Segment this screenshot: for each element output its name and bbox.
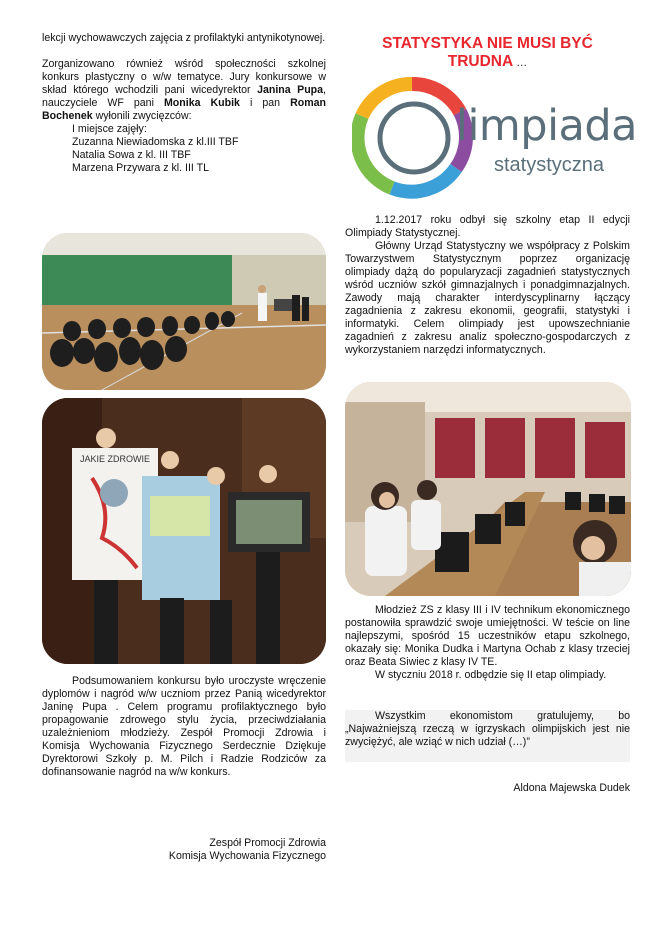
signature-line-1: Zespół Promocji Zdrowia bbox=[209, 837, 326, 849]
logo-wordmark: limpiada bbox=[456, 101, 638, 151]
winner-1: Zuzanna Niewiadomska z kl.III TBF bbox=[72, 136, 239, 148]
computer-lab-photo bbox=[345, 382, 631, 596]
winner-3: Marzena Przywara z kl. III TL bbox=[72, 162, 209, 174]
headline-line-2 bbox=[345, 53, 630, 72]
olympiad-paragraph-2: Główny Urząd Statystyczny we współpracy z Polskim Towarzystwem Statystycznym poprzez organizację olimpiady dążą do popularyzacji zagadnień statystycznych wśród uczniów szkół gimnazjalnych i ponadgimnazjalnych. Zawody mają charakter interdyscyplinarny łączący zagadnienia z zakresu ekonomii, geografii, statystyki i informatyki. Celem olimpiady jest upowszechnianie zagadnień z zakresu analiz społeczno-gospodarczych z wykorzystaniem narzędzi informatycznych. bbox=[345, 240, 630, 356]
headline-line-1: STATYSTYKA NIE MUSI BYĆ bbox=[382, 35, 593, 52]
contest-paragraph bbox=[42, 58, 326, 123]
gym-photo-illustration bbox=[42, 233, 326, 390]
intro-paragraph: lekcji wychowawczych zajęcia z profilaktyki antynikotynowej. bbox=[42, 32, 326, 44]
olympiad-text bbox=[345, 214, 630, 357]
results-text bbox=[345, 604, 630, 682]
logo-subtitle: statystyczna bbox=[494, 154, 605, 176]
summary-block bbox=[42, 675, 326, 779]
poster-text: JAKIE ZDROWIE bbox=[80, 454, 151, 464]
congrats-box bbox=[345, 710, 630, 762]
author-line bbox=[345, 782, 630, 795]
headline bbox=[345, 35, 630, 72]
jury-name-2: Monika Kubik bbox=[163, 97, 240, 109]
results-paragraph: Młodzież ZS z klasy III i IV technikum ekonomicznego postanowiła sprawdzić swoje umiejętności. W teście on line najlepszymi, spośród 15 uczestników etapu szkolnego, okazały się: Monika Dudka i Martyna Ochab z klasy trzeciej oraz Beata Siwiec z klasy IV TE. bbox=[345, 604, 630, 668]
left-column bbox=[42, 32, 326, 175]
jury-name-3: Roman Bochenek bbox=[42, 97, 327, 122]
signature-line-2: Komisja Wychowania Fizycznego bbox=[168, 850, 326, 862]
winner-2: Natalia Sowa z kl. III TBF bbox=[72, 149, 191, 161]
next-stage-paragraph: W styczniu 2018 r. odbędzie się II etap olimpiady. bbox=[375, 669, 607, 681]
contest-text-2: , nauczyciele WF pani bbox=[42, 84, 326, 109]
contest-text-3: i pan bbox=[239, 97, 291, 109]
jury-name-1: Janina Pupa bbox=[257, 84, 324, 96]
computer-lab-illustration bbox=[345, 382, 631, 596]
olimpiada-logo bbox=[352, 76, 638, 202]
contest-text-4: wyłonili zwycięzców: bbox=[92, 110, 192, 122]
headline-word: TRUDNA bbox=[447, 53, 514, 70]
place-label: I miejsce zajęły: bbox=[72, 123, 147, 135]
gym-photo bbox=[42, 233, 326, 390]
award-photo-illustration bbox=[42, 398, 326, 664]
congrats-paragraph: Wszystkim ekonomistom gratulujemy, bo „Najważniejszą rzeczą w igrzyskach olimpijskich jest nie zwyciężyć, ale wziąć w nich udział (…)” bbox=[345, 710, 630, 748]
olympiad-paragraph-1: 1.12.2017 roku odbył się szkolny etap II edycji Olimpiady Statystycznej. bbox=[345, 214, 630, 239]
award-photo bbox=[42, 398, 326, 664]
summary-paragraph: Podsumowaniem konkursu było uroczyste wręczenie dyplomów i nagród w/w uczniom przez Panią wicedyrektor Janinę Pupa . Celem programu profilaktycznego było propagowanie zdrowego stylu życia, przeciwdziałania uzależnieniom młodzieży. Zespół Promocji Zdrowia i Komisja Wychowania Fizycznego Serdecznie Dziękuje Dyrektorowi Szkoły p. M. Pilch i Radzie Rodziców za dofinansowanie nagród na w/w konkurs. bbox=[42, 675, 326, 778]
contest-text-1: Zorganizowano również wśród społeczności szkolnej konkurs plastyczny o w/w tematyce. Jury konkursowe w skład którego wchodzili pani wicedyrektor bbox=[42, 58, 326, 96]
headline-ellipsis: … bbox=[513, 57, 528, 69]
author-name: Aldona Majewska Dudek bbox=[513, 782, 630, 794]
signature-block bbox=[42, 837, 326, 863]
